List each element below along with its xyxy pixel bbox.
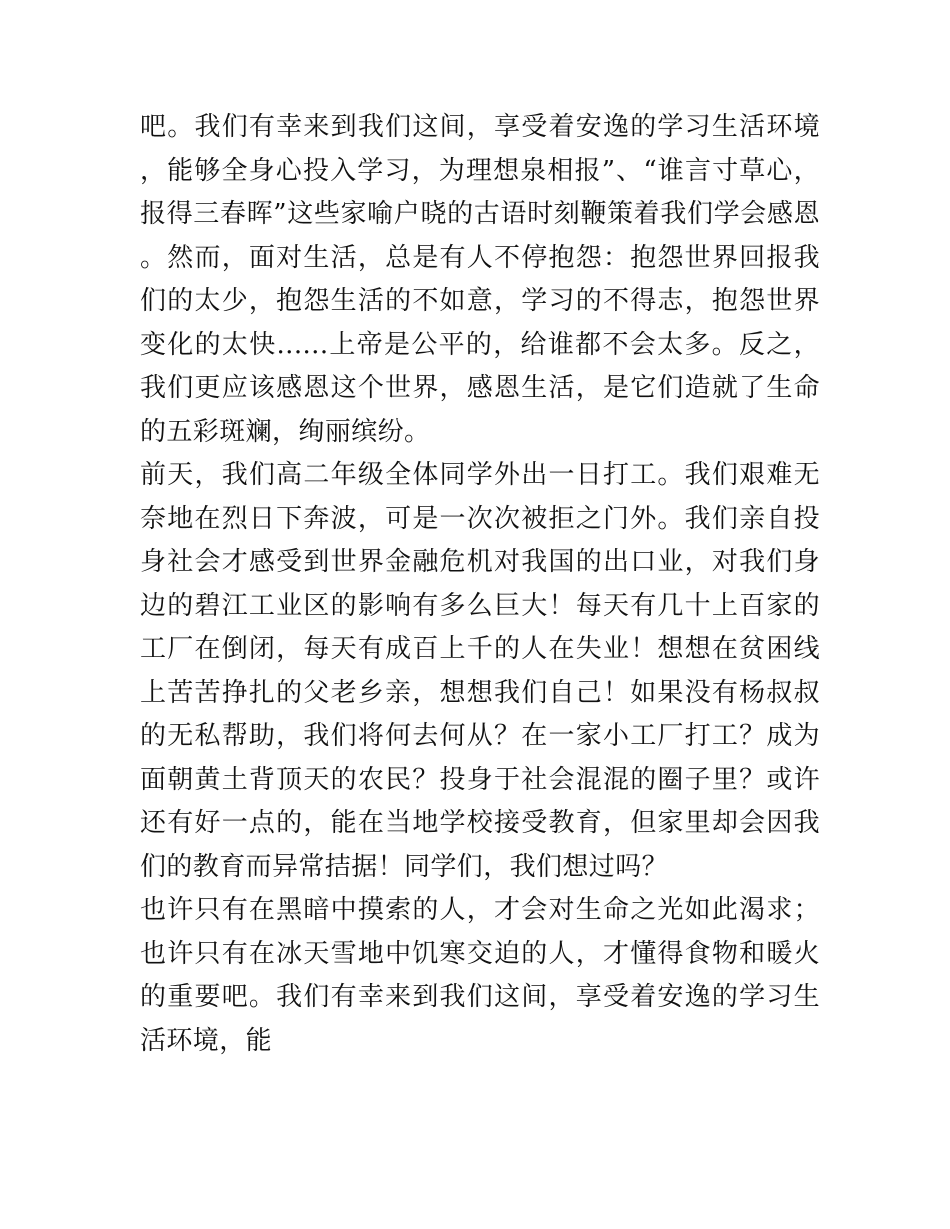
paragraph-darkness: 也许只有在黑暗中摸索的人，才会对生命之光如此渴求；也许只有在冰天雪地中饥寒交迫的人，才懂得食物和暖火的重要吧。我们有幸来到我们这间，享受着安逸的学习生活环境，能 [140, 895, 820, 1056]
paragraph-gratitude-intro: 吧。我们有幸来到我们这间，享受着安逸的学习生活环境，能够全身心投入学习，为理想泉相报”、“谁言寸草心，报得三春晖”这些家喻户晓的古语时刻鞭策着我们学会感恩。然而，面对生活，总是有人不停抱怨：抱怨世界回报我们的太少，抱怨生活的不如意，学习的不得志，抱怨世界变化的太快......上帝是公平的，给谁都不会太多。反之，我们更应该感恩这个世界，感恩生活，是它们造就了生命的五彩斑斓，绚丽缤纷。 [140, 112, 820, 447]
document-page [140, 106, 820, 1063]
paragraph-work-day: 前天，我们高二年级全体同学外出一日打工。我们艰难无奈地在烈日下奔波，可是一次次被拒之门外。我们亲自投身社会才感受到世界金融危机对我国的出口业，对我们身边的碧江工业区的影响有多么巨大！每天有几十上百家的工厂在倒闭，每天有成百上千的人在失业！想想在贫困线上苦苦挣扎的父老乡亲，想想我们自己！如果没有杨叔叔的无私帮助，我们将何去何从？在一家小工厂打工？成为面朝黄土背顶天的农民？投身于社会混混的圈子里？或许还有好一点的，能在当地学校接受教育，但家里却会因我们的教育而异常拮据！同学们，我们想过吗？ [140, 460, 820, 882]
